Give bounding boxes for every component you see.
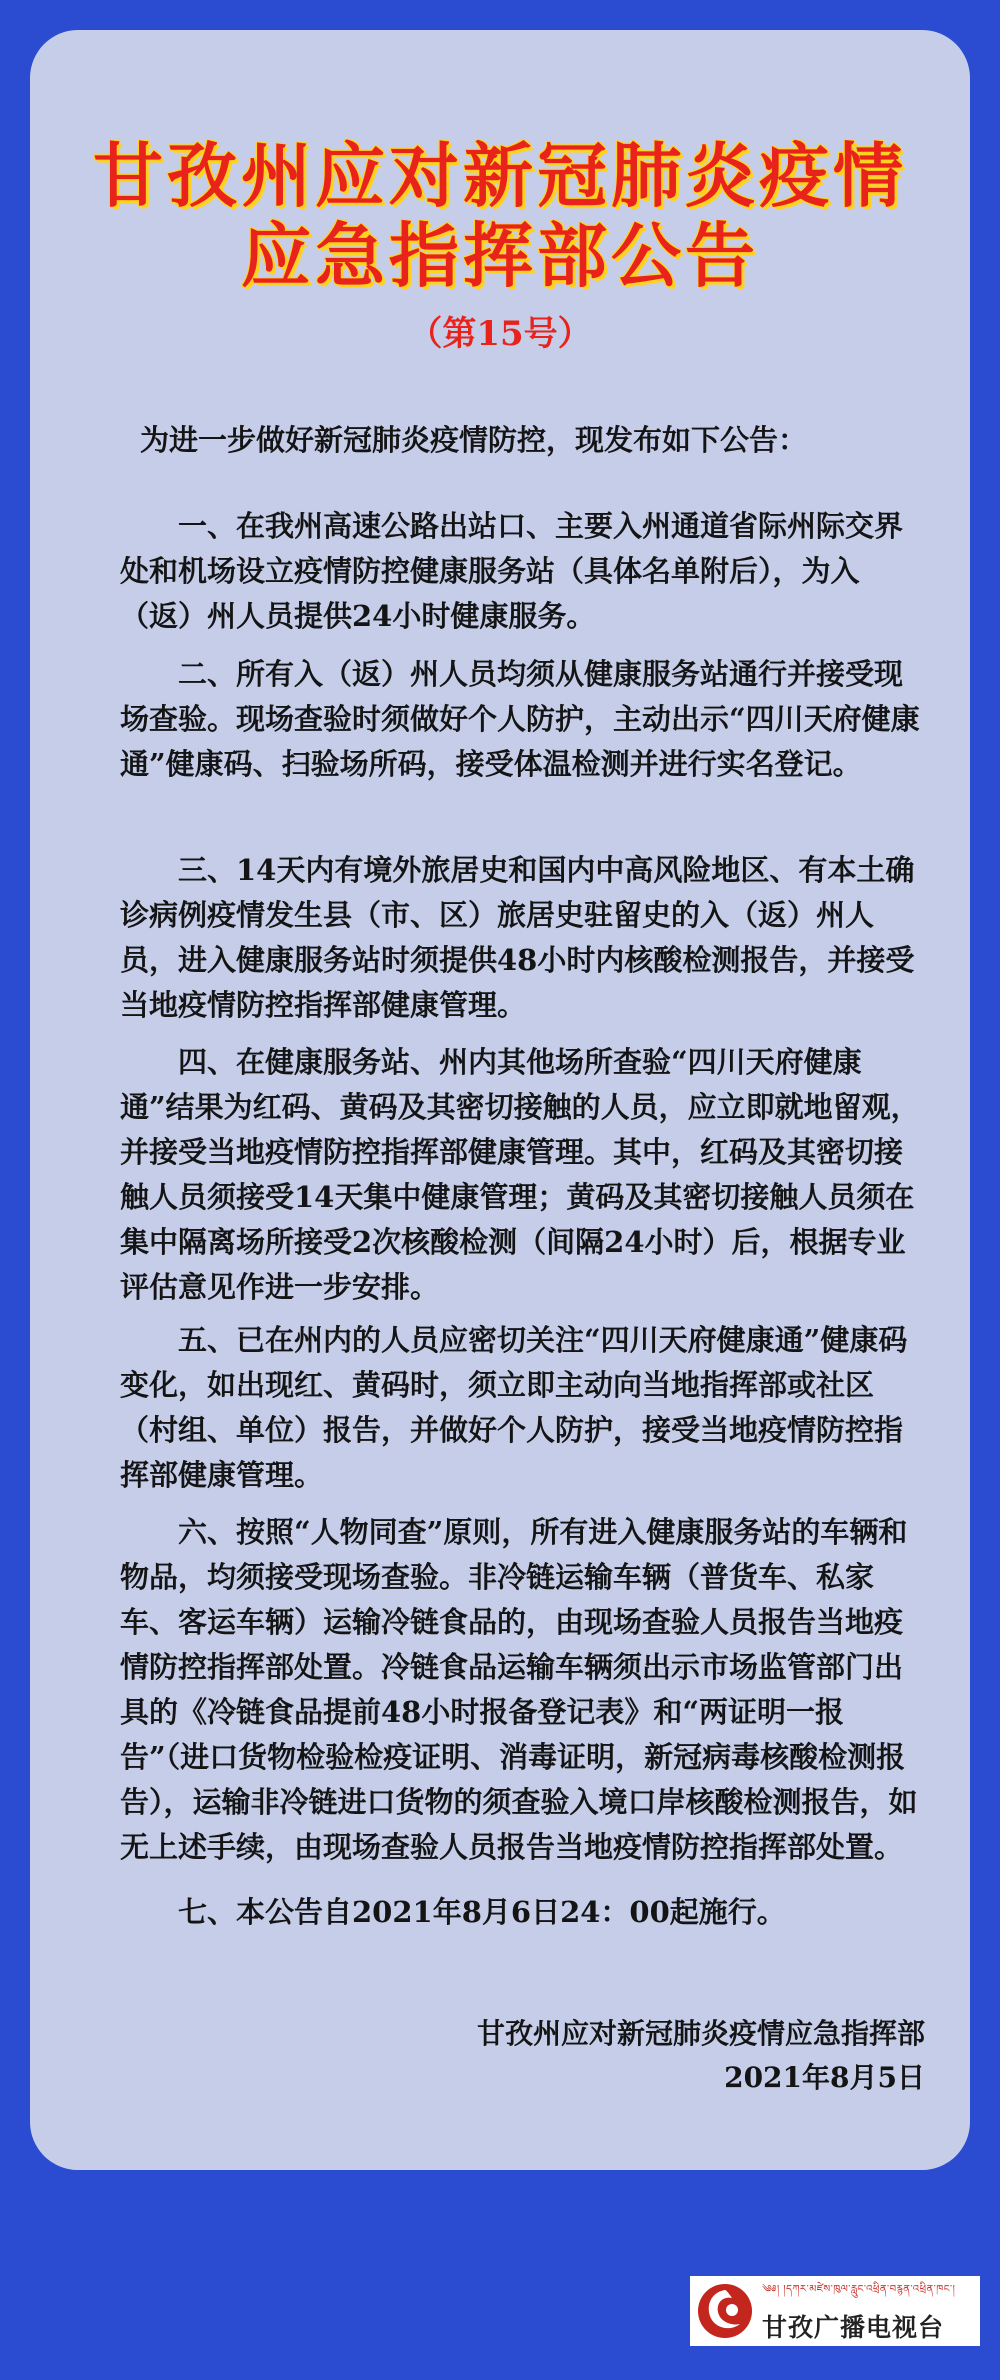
notice-paragraph-2-text: 二、所有入（返）州人员均须从健康服务站通行并接受现场查验。现场查验时须做好个人防护，主动出示“四川天府健康通”健康码、扫验场所码，接受体温检测并进行实名登记。 [120, 657, 920, 781]
notice-paragraph-7 [120, 1890, 920, 1935]
notice-paragraph-1-text: 一、在我州高速公路出站口、主要入州通道省际州际交界处和机场设立疫情防控健康服务站（具体名单附后），为入（返）州人员提供24小时健康服务。 [120, 509, 904, 633]
notice-paragraph-4-text: 四、在健康服务站、州内其他场所查验“四川天府健康通”结果为红码、黄码及其密切接触的人员，应立即就地留观，并接受当地疫情防控指挥部健康管理。其中，红码及其密切接触人员须接受14天集中健康管理；黄码及其密切接触人员须在集中隔离场所接受2次核酸检测（间隔24小时）后，根据专业评估意见作进一步安排。 [120, 1045, 920, 1304]
notice-title-line1: 甘孜州应对新冠肺炎疫情 [93, 135, 907, 217]
notice-paragraph-3-text: 三、14天内有境外旅居史和国内中高风险地区、有本土确诊病例疫情发生县（市、区）旅居史驻留史的入（返）州人员，进入健康服务站时须提供48小时内核酸检测报告，并接受当地疫情防控指挥部健康管理。 [120, 853, 915, 1022]
notice-paragraph-6 [120, 1510, 920, 1870]
notice-intro: 为进一步做好新冠肺炎疫情防控，现发布如下公告： [140, 423, 808, 457]
notice-paragraph-5-text: 五、已在州内的人员应密切关注“四川天府健康通”健康码变化，如出现红、黄码时，须立即主动向当地指挥部或社区（村组、单位）报告，并做好个人防护，接受当地疫情防控指挥部健康管理。 [120, 1323, 908, 1492]
notice-paragraph-2 [120, 652, 920, 787]
logo-text [762, 2278, 972, 2344]
notice-paragraph-3 [120, 848, 920, 1028]
logo-station-name: 甘孜广播电视台 [762, 2313, 945, 2342]
logo-tibetan-text: ༄༅། །དཀར་མཛེས་ཁུལ་རླུང་འཕྲིན་བརྙན་འཕྲིན་ཁང་། [762, 2284, 956, 2295]
signature-org: 甘孜州应对新冠肺炎疫情应急指挥部 [476, 2017, 925, 2050]
notice-paragraph-6-text: 六、按照“人物同查”原则，所有进入健康服务站的车辆和物品，均须接受现场查验。非冷链运输车辆（普货车、私家车、客运车辆）运输冷链食品的，由现场查验人员报告当地疫情防控指挥部处置。冷链食品运输车辆须出示市场监管部门出具的《冷链食品提前48小时报备登记表》和“两证明一报告”（进口货物检验检疫证明、消毒证明，新冠病毒核酸检测报告），运输非冷链进口货物的须查验入境口岸核酸检测报告，如无上述手续，由现场查验人员报告当地疫情防控指挥部处置。 [120, 1515, 918, 1864]
signature-date: 2021年8月5日 [724, 2061, 925, 2094]
ganzi-tv-logo [690, 2276, 980, 2346]
notice-number: （第15号） [408, 314, 592, 354]
notice-paragraph-4 [120, 1040, 920, 1310]
notice-paragraph-5 [120, 1318, 920, 1498]
notice-paragraph-1 [120, 504, 920, 639]
notice-title-line2: 应急指挥部公告 [241, 215, 759, 297]
notice-paragraph-7-text: 七、本公告自2021年8月6日24：00起施行。 [178, 1895, 786, 1929]
ganzi-tv-logo-icon [696, 2282, 754, 2340]
